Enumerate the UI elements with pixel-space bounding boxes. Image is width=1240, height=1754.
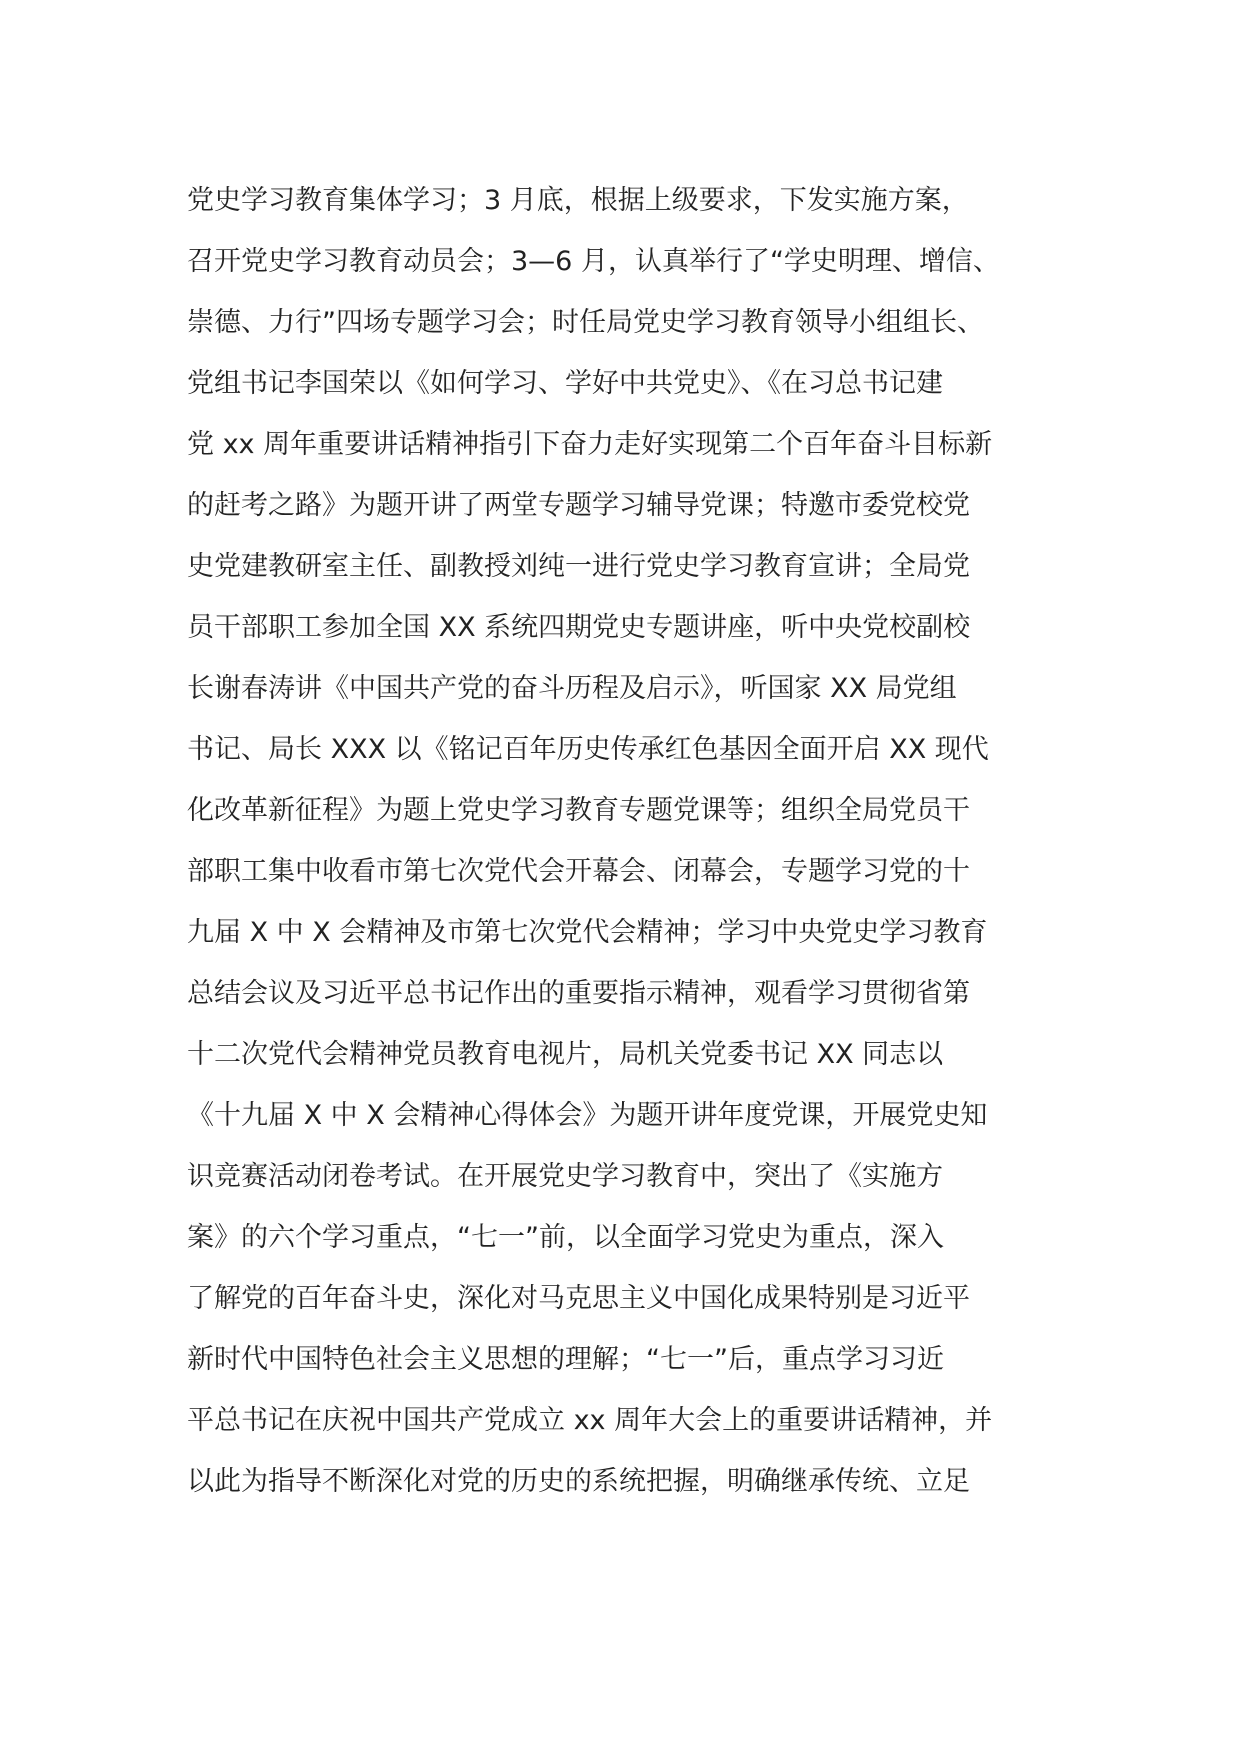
text-line: 识竞赛活动闭卷考试。在开展党史学习教育中，突出了《实施方	[187, 1161, 943, 1192]
text-line: 案》的六个学习重点，“七一”前，以全面学习党史为重点，深入	[187, 1222, 944, 1253]
text-line: 员干部职工参加全国 XX 系统四期党史专题讲座，听中央党校副校	[187, 612, 971, 643]
text-line: 新时代中国特色社会主义思想的理解；“七一”后，重点学习习近	[187, 1344, 944, 1375]
text-line: 《十九届 X 中 X 会精神心得体会》为题开讲年度党课，开展党史知	[187, 1100, 988, 1131]
text-line: 召开党史学习教育动员会；3—6 月，认真举行了“学史明理、增信、	[187, 246, 1000, 277]
text-line: 化改革新征程》为题上党史学习教育专题党课等；组织全局党员干	[187, 795, 970, 826]
text-line: 长谢春涛讲《中国共产党的奋斗历程及启示》，听国家 XX 局党组	[187, 673, 957, 704]
text-line: 党 xx 周年重要讲话精神指引下奋力走好实现第二个百年奋斗目标新	[187, 429, 993, 460]
text-line: 的赶考之路》为题开讲了两堂专题学习辅导党课；特邀市委党校党	[187, 490, 970, 521]
text-line: 书记、局长 XXX 以《铭记百年历史传承红色基因全面开启 XX 现代	[187, 734, 989, 765]
text-line: 史党建教研室主任、副教授刘纯一进行党史学习教育宣讲；全局党	[187, 551, 970, 582]
text-line: 崇德、力行”四场专题学习会；时任局党史学习教育领导小组组长、	[187, 307, 984, 338]
text-line: 部职工集中收看市第七次党代会开幕会、闭幕会，专题学习党的十	[187, 856, 970, 887]
text-line: 党组书记李国荣以《如何学习、学好中共党史》、《在习总书记建	[187, 368, 943, 399]
text-line: 九届 X 中 X 会精神及市第七次党代会精神；学习中央党史学习教育	[187, 917, 988, 948]
text-line: 十二次党代会精神党员教育电视片，局机关党委书记 XX 同志以	[187, 1039, 944, 1070]
text-line: 党史学习教育集体学习；3 月底，根据上级要求，下发实施方案，	[187, 185, 969, 216]
body-text	[187, 170, 1087, 1512]
text-line: 了解党的百年奋斗史，深化对马克思主义中国化成果特别是习近平	[187, 1283, 970, 1314]
text-line: 以此为指导不断深化对党的历史的系统把握，明确继承传统、立足	[187, 1466, 970, 1497]
text-line: 总结会议及习近平总书记作出的重要指示精神，观看学习贯彻省第	[187, 978, 970, 1009]
text-line: 平总书记在庆祝中国共产党成立 xx 周年大会上的重要讲话精神，并	[187, 1405, 993, 1436]
